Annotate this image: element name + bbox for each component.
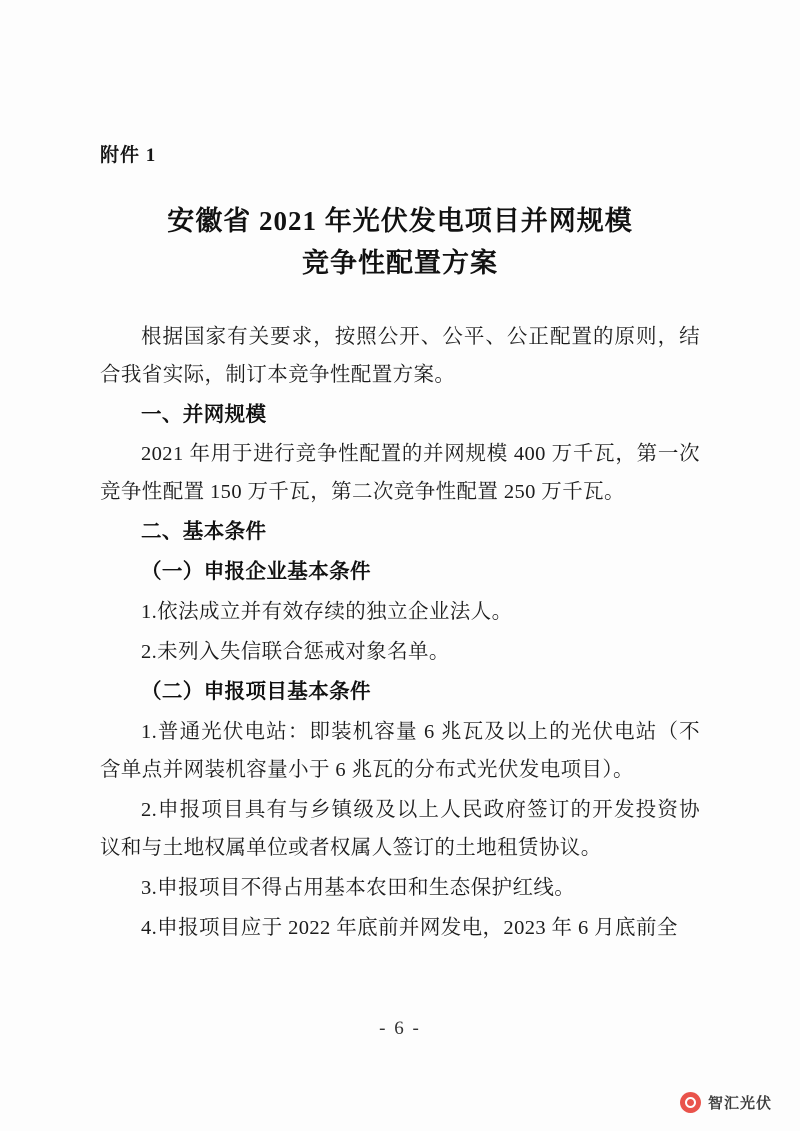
body-paragraph: 4.申报项目应于 2022 年底前并网发电，2023 年 6 月底前全 [141,916,678,939]
watermark-label: 智汇光伏 [707,1095,772,1112]
page-title-line-2: 竞争性配置方案 [302,247,498,278]
subsection-heading: （二）申报项目基本条件 [141,680,371,703]
body-paragraph: 3.申报项目不得占用基本农田和生态保护红线。 [141,876,576,899]
subsection-heading: （一）申报企业基本条件 [141,561,371,584]
attachment-label: 附件 1 [100,145,157,166]
body-paragraph: 1.依法成立并有效存续的独立企业法人。 [141,601,513,624]
watermark [680,1092,772,1113]
page-number: - 6 - [379,1018,421,1039]
section-heading: 一、并网规模 [141,403,267,426]
body-paragraph: 2.申报项目具有与乡镇级及以上人民政府签订的开发投资协议和与土地权属单位或者权属人签订的土地租赁协议。 [100,798,700,859]
page-title [124,201,676,285]
body-paragraph: 1.普通光伏电站：即装机容量 6 兆瓦及以上的光伏电站（不含单点并网装机容量小于 6 兆瓦的分布式光伏发电项目）。 [100,720,700,781]
body-paragraph: 根据国家有关要求，按照公开、公平、公正配置的原则，结合我省实际，制订本竞争性配置方案。 [100,325,700,386]
circle-logo-icon [680,1092,701,1113]
page-title-line-1: 安徽省 2021 年光伏发电项目并网规模 [167,206,633,236]
body-paragraph: 2021 年用于进行竞争性配置的并网规模 400 万千瓦，第一次竞争性配置 150 万千瓦，第二次竞争性配置 250 万千瓦。 [100,443,700,504]
document-body [100,140,700,949]
section-heading: 二、基本条件 [141,521,267,544]
body-paragraph: 2.未列入失信联合惩戒对象名单。 [141,641,450,664]
